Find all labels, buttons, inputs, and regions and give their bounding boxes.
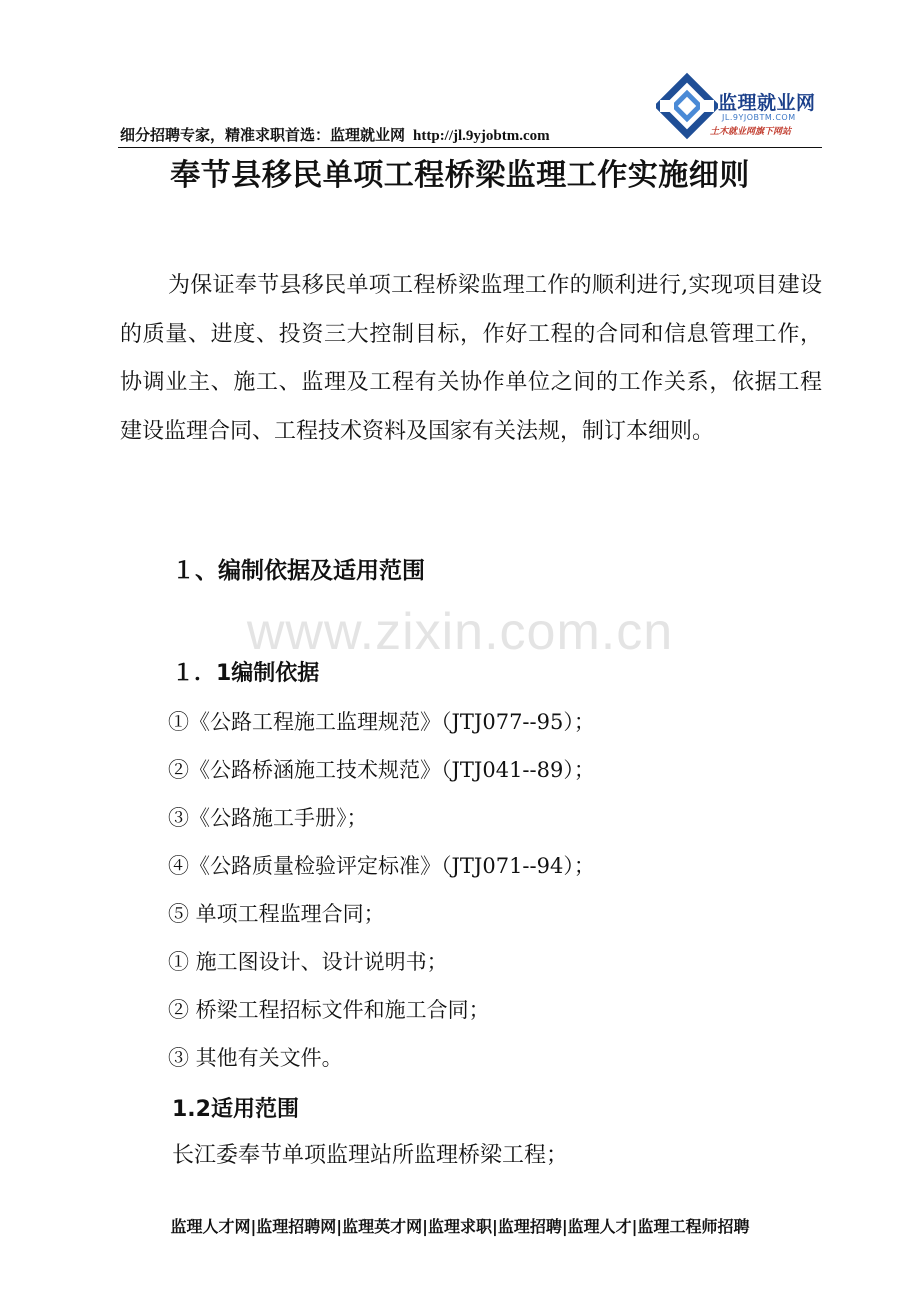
basis-item: ④《公路质量检验评定标准》（JTJ071--94）； xyxy=(168,854,595,878)
scope-text: 长江委奉节单项监理站所监理桥梁工程； xyxy=(172,1143,569,1168)
document-title: 奉节县移民单项工程桥梁监理工作实施细则 xyxy=(170,158,750,193)
header-divider xyxy=(118,147,822,148)
logo-slogan: 土木就业网旗下网站 xyxy=(710,127,792,137)
basis-item: ⑤ 单项工程监理合同； xyxy=(168,902,385,926)
subsection-heading-1-1: １．1编制依据 xyxy=(172,661,320,686)
basis-item: ③ 其他有关文件。 xyxy=(168,1046,343,1070)
basis-item: ①《公路工程施工监理规范》（JTJ077--95）； xyxy=(168,710,595,734)
subsection-heading-1-2: 1.2适用范围 xyxy=(172,1097,299,1122)
watermark-text: www.zixin.com.cn xyxy=(246,603,674,661)
section-heading-1: １、编制依据及适用范围 xyxy=(172,558,425,584)
basis-item: ② 桥梁工程招标文件和施工合同； xyxy=(168,998,490,1022)
intro-paragraph: 为保证奉节县移民单项工程桥梁监理工作的顺利进行,实现项目建设的质量、进度、投资三大控制目标，作好工程的合同和信息管理工作，协调业主、施工、监理及工程有关协作单位之间的工作关系，依据工程建设监理合同、工程技术资料及国家有关法规，制订本细则。 xyxy=(120,273,822,444)
basis-item: ②《公路桥涵施工技术规范》（JTJ041--89）； xyxy=(168,758,595,782)
site-logo[interactable] xyxy=(656,70,824,142)
header-tagline-text: 细分招聘专家，精准求职首选：监理就业网 xyxy=(120,126,406,144)
logo-name: 监理就业网 xyxy=(718,92,816,114)
basis-item: ① 施工图设计、设计说明书； xyxy=(168,950,448,974)
header-url-link[interactable]: http://jl.9yjobtm.com xyxy=(413,128,550,144)
header-tagline xyxy=(120,124,550,145)
logo-diamond-icon xyxy=(656,70,718,142)
footer-links[interactable]: 监理人才网|监理招聘网|监理英才网|监理求职|监理招聘|监理人才|监理工程师招聘 xyxy=(170,1217,750,1236)
basis-item: ③《公路施工手册》； xyxy=(168,806,368,830)
logo-domain: JL.9YJOBTM.COM xyxy=(722,113,796,122)
